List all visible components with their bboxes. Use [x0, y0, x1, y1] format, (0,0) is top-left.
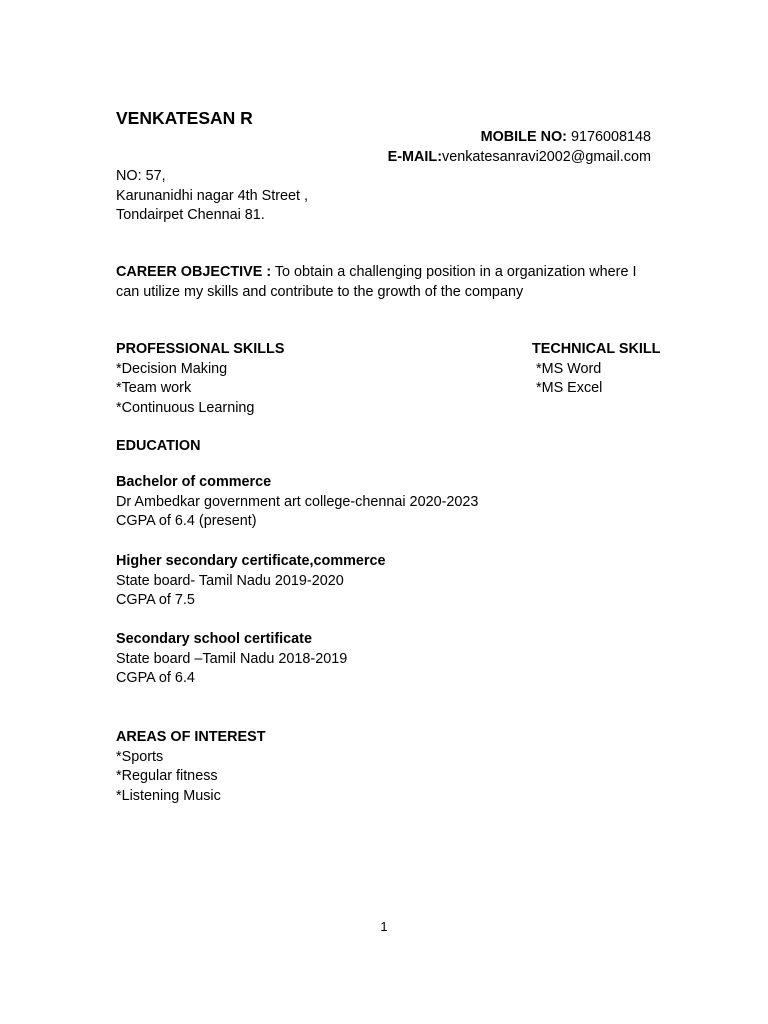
mobile-line: [388, 128, 651, 148]
technical-skill: [532, 340, 660, 399]
address-line: NO: 57,: [116, 168, 166, 184]
education-detail: Dr Ambedkar government art college-chennai 2020-2023: [116, 493, 479, 510]
education-entry: [116, 630, 347, 689]
education-detail: CGPA of 7.5: [116, 592, 195, 608]
career-objective-label: CAREER OBJECTIVE :: [116, 264, 272, 280]
contact-block: [388, 128, 651, 167]
address-line: Tondairpet Chennai 81.: [116, 207, 265, 223]
areas-of-interest-heading: AREAS OF INTEREST: [116, 729, 266, 745]
address-block: [116, 167, 308, 226]
education-entry: [116, 473, 478, 532]
candidate-name: VENKATESAN R: [116, 108, 253, 128]
professional-skills: [116, 340, 284, 418]
education-title: Bachelor of commerce: [116, 474, 272, 490]
list-item: *MS Excel: [532, 380, 603, 396]
areas-of-interest: [116, 728, 266, 806]
list-item: *Continuous Learning: [116, 399, 255, 416]
email-value: venkatesanravi2002@gmail.com: [442, 148, 651, 165]
list-item: *Decision Making: [116, 360, 228, 377]
career-objective: [116, 263, 656, 302]
page-number: 1: [380, 919, 388, 934]
professional-skills-heading: PROFESSIONAL SKILLS: [116, 341, 285, 357]
education-detail: CGPA of 6.4 (present): [116, 513, 257, 529]
mobile-label: MOBILE NO:: [480, 129, 567, 145]
education-detail: State board- Tamil Nadu 2019-2020: [116, 572, 344, 589]
list-item: *Sports: [116, 748, 164, 765]
education-title: Secondary school certificate: [116, 631, 312, 647]
list-item: *Regular fitness: [116, 768, 218, 784]
list-item: *Listening Music: [116, 787, 221, 804]
email-label: E-MAIL:: [387, 148, 442, 165]
career-objective-text: To obtain a challenging position in a organization where I can utilize my skills and contribute to the growth of the company: [116, 264, 637, 300]
education-entry: [116, 552, 386, 611]
technical-skill-heading: TECHNICAL SKILL: [532, 341, 661, 357]
education-detail: CGPA of 6.4: [116, 670, 195, 686]
education-detail: State board –Tamil Nadu 2018-2019: [116, 650, 348, 667]
email-line: [388, 148, 651, 168]
list-item: *MS Word: [532, 360, 602, 377]
education-title: Higher secondary certificate,commerce: [116, 553, 386, 569]
list-item: *Team work: [116, 380, 192, 396]
education-heading: EDUCATION: [116, 438, 201, 454]
mobile-value: 9176008148: [566, 129, 651, 145]
address-line: Karunanidhi nagar 4th Street ,: [116, 187, 309, 204]
